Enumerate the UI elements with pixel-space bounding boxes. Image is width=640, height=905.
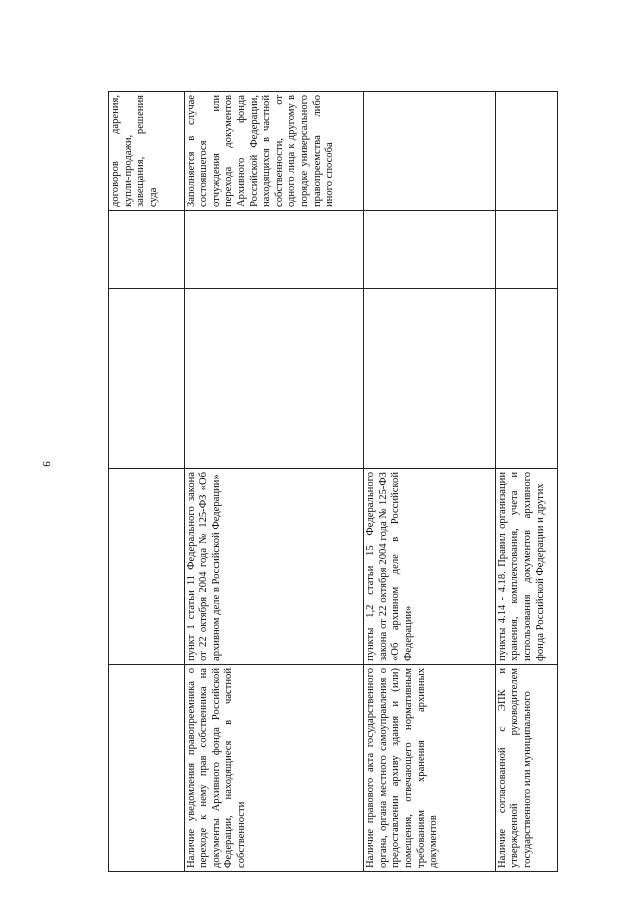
- rotated-table-container: [108, 92, 558, 872]
- note-cell: [109, 92, 185, 211]
- col4-cell: [495, 211, 557, 289]
- basis-text: пункт 1 статьи 11 Федерального закона от 22 октября 2004 года № 125-ФЗ «Об архивном деле в Российской Федерации»: [185, 472, 222, 661]
- table-row: [109, 92, 185, 872]
- note-cell: [184, 92, 364, 211]
- basis-cell: [495, 469, 557, 665]
- col3-cell: [184, 289, 364, 469]
- table-row: [364, 92, 496, 872]
- col3-cell: [109, 289, 185, 469]
- requirement-cell: [364, 665, 496, 872]
- note-text: Заполняется в случае состоявшегося отчуждения или перехода документов Архивного фонда Российской Федерации, находящихся в частной собственности, от одного лица к другому в порядке универсального правопреемства либо иного способа: [185, 95, 336, 207]
- note-cell: [364, 92, 496, 211]
- requirement-text: Наличие согласованной с ЭПК и утвержденной руководителем государственного или муниципального: [496, 668, 533, 868]
- requirement-cell: [184, 665, 364, 872]
- table-row: [184, 92, 364, 872]
- col4-cell: [364, 211, 496, 289]
- basis-cell: [364, 469, 496, 665]
- col4-cell: [184, 211, 364, 289]
- basis-cell: [109, 469, 185, 665]
- basis-text: пункты 4.14 - 4.18. Правил организации хранения, комплектования, учета и использования документов архивного фонда Российской Федерации и других: [496, 472, 546, 661]
- requirement-cell: [495, 665, 557, 872]
- col4-cell: [109, 211, 185, 289]
- table-row: [495, 92, 557, 872]
- basis-cell: [184, 469, 364, 665]
- requirement-cell: [109, 665, 185, 872]
- requirement-text: Наличие уведомления правопреемника о переходе к нему прав собственника на документы Архивного фонда Российской Федерации, находящиеся в частной собственности: [185, 668, 248, 868]
- note-cell: [495, 92, 557, 211]
- note-text: договоров дарения, купли-продажи, завещания, решения суда: [110, 95, 159, 207]
- col3-cell: [495, 289, 557, 469]
- col3-cell: [364, 289, 496, 469]
- requirement-text: Наличие правового акта государственного органа, органа местного самоуправления о предоставлении архиву здания и (или) помещения, отвечающего нормативным требованиям хранения архивных документов: [365, 668, 440, 868]
- page-number: 9: [40, 461, 52, 467]
- requirements-table: [108, 91, 558, 872]
- basis-text: пункты 1,2 статьи 15 Федерального закона от 22 октября 2004 года № 125-ФЗ «Об архивном деле в Российской Федерации»: [365, 472, 414, 661]
